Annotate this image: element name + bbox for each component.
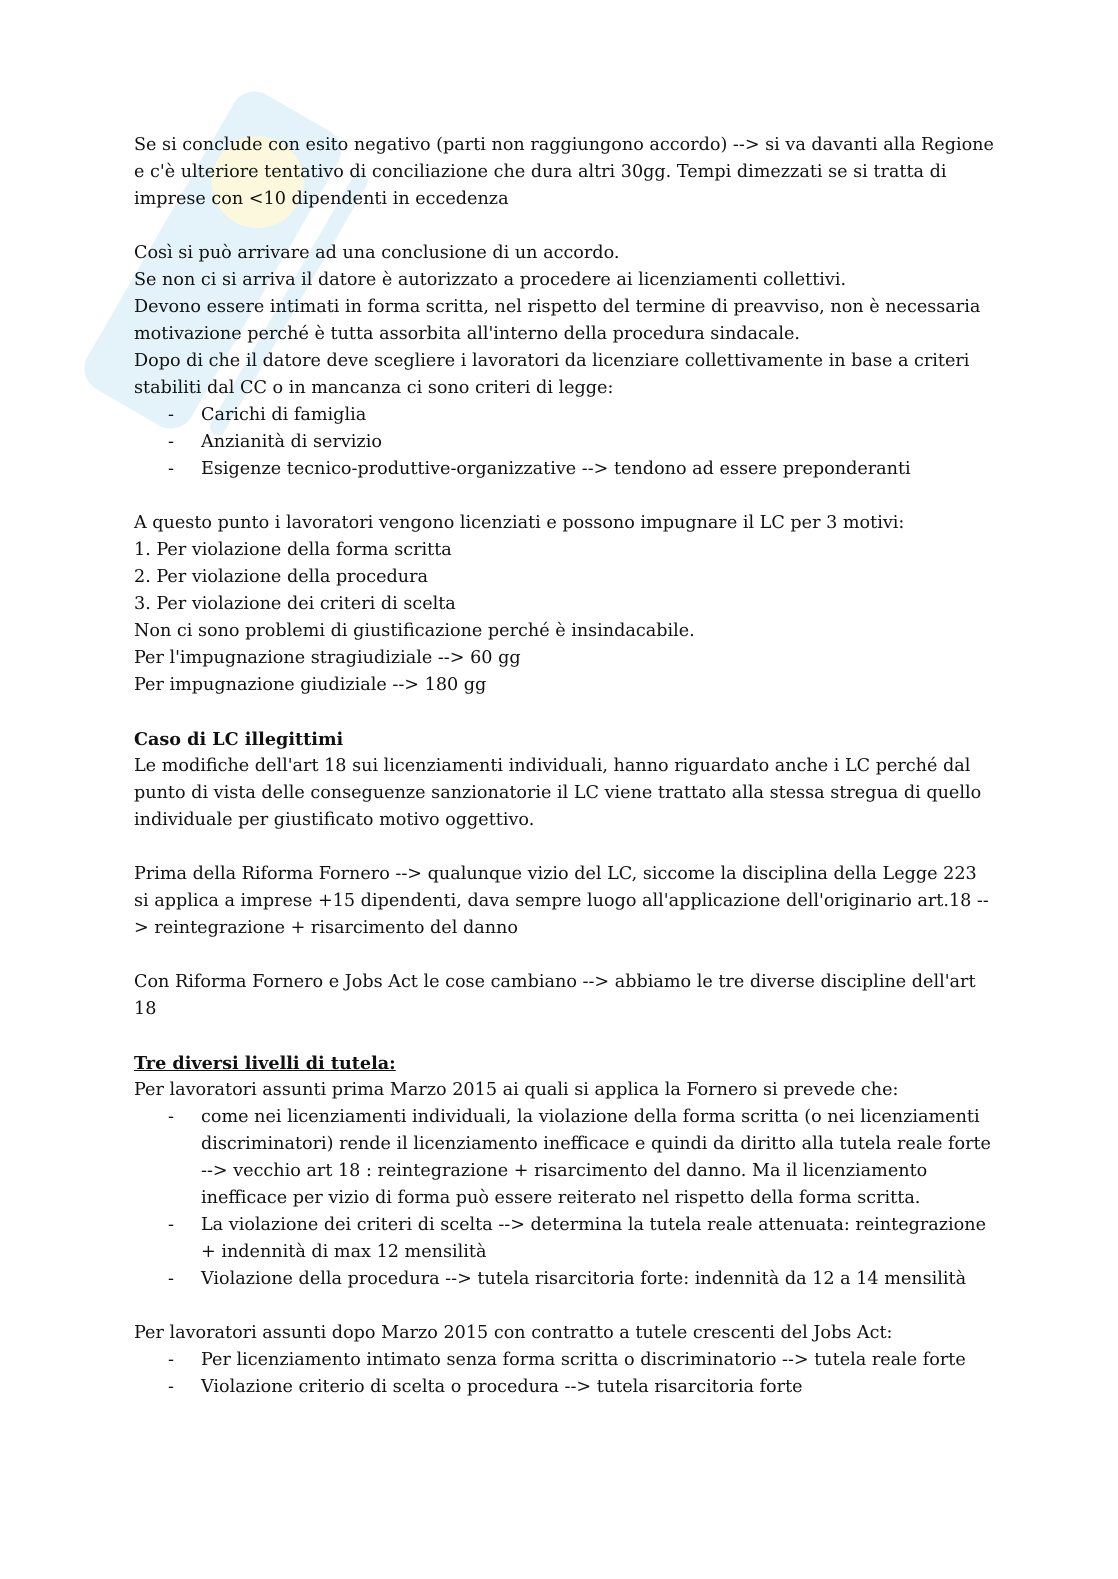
list-item: - come nei licenziamenti individuali, la violazione della forma scritta (o nei licenziamenti discriminatori) rende il licenziamento inefficace e quindi da diritto alla tutela reale forte --> vecchio art 18 : reintegrazione + risarcimento del danno. Ma il licenziamento inefficace per vizio di forma può essere reiterato nel rispetto della forma scritta. <box>168 1107 991 1208</box>
heading-livelli-tutela: Tre diversi livelli di tutela: <box>134 1053 396 1074</box>
line-motivo-1: 1. Per violazione della forma scritta <box>134 540 452 560</box>
line-datore-autorizzato: Se non ci si arriva il datore è autorizzato a procedere ai licenziamenti collettivi. <box>134 270 847 290</box>
list-item: - La violazione dei criteri di scelta --> determina la tutela reale attenuata: reintegrazione + indennità di max 12 mensilità <box>168 1215 987 1262</box>
line-giudiziale: Per impugnazione giudiziale --> 180 gg <box>134 675 487 695</box>
list-item: - Violazione criterio di scelta o procedura --> tutela risarcitoria forte <box>168 1377 803 1397</box>
line-forma-scritta: Devono essere intimati in forma scritta, nel rispetto del termine di preavviso, non è necessaria motivazione perché è tutta assorbita all'interno della procedura sindacale. <box>134 297 981 344</box>
list-item: - Violazione della procedura --> tutela risarcitoria forte: indennità da 12 a 14 mensilità <box>168 1269 967 1289</box>
line-criteri-scelta: Dopo di che il datore deve scegliere i lavoratori da licenziare collettivamente in base a criteri stabiliti dal CC o in mancanza ci sono criteri di legge: <box>134 351 970 398</box>
paragraph-prima-marzo: Per lavoratori assunti prima Marzo 2015 ai quali si applica la Fornero si prevede che: <box>134 1080 899 1100</box>
paragraph-jobs-act: Con Riforma Fornero e Jobs Act le cose cambiano --> abbiamo le tre diverse discipline dell'art 18 <box>134 972 976 1019</box>
paragraph-dopo-marzo: Per lavoratori assunti dopo Marzo 2015 con contratto a tutele crescenti del Jobs Act: <box>134 1323 893 1343</box>
heading-lc-illegittimi: Caso di LC illegittimi <box>134 729 344 750</box>
line-impugnare-motivi: A questo punto i lavoratori vengono licenziati e possono impugnare il LC per 3 motivi: <box>134 513 905 533</box>
document-page <box>134 132 994 1401</box>
paragraph-modifiche-art18: Le modifiche dell'art 18 sui licenziamenti individuali, hanno riguardato anche i LC perché dal punto di vista delle conseguenze sanzionatorie il LC viene trattato alla stessa stregua di quello individuale per giustificato motivo oggettivo. <box>134 756 982 830</box>
line-insindacabile: Non ci sono problemi di giustificazione perché è insindacabile. <box>134 621 695 641</box>
list-item: - Esigenze tecnico-produttive-organizzative --> tendono ad essere preponderanti <box>168 459 911 479</box>
line-stragiudiziale: Per l'impugnazione stragiudiziale --> 60 gg <box>134 648 521 668</box>
line-conclusione-accordo: Così si può arrivare ad una conclusione di un accordo. <box>134 243 620 263</box>
paragraph-prima-fornero: Prima della Riforma Fornero --> qualunque vizio del LC, siccome la disciplina della Legge 223 si applica a imprese +15 dipendenti, dava sempre luogo all'applicazione dell'originario art.18 --> reintegrazione + risarcimento del danno <box>134 864 989 938</box>
list-item: - Anzianità di servizio <box>168 432 382 452</box>
paragraph-esito-negativo: Se si conclude con esito negativo (parti non raggiungono accordo) --> si va davanti alla Regione e c'è ulteriore tentativo di conciliazione che dura altri 30gg. Tempi dimezzati se si tratta di imprese con <10 dipendenti in eccedenza <box>134 135 994 209</box>
list-item: - Carichi di famiglia <box>168 405 367 425</box>
fornero-list <box>134 1104 994 1293</box>
jobs-act-list <box>134 1347 994 1401</box>
criteria-list <box>134 402 994 483</box>
list-item: - Per licenziamento intimato senza forma scritta o discriminatorio --> tutela reale forte <box>168 1350 966 1370</box>
line-motivo-3: 3. Per violazione dei criteri di scelta <box>134 594 456 614</box>
line-motivo-2: 2. Per violazione della procedura <box>134 567 428 587</box>
